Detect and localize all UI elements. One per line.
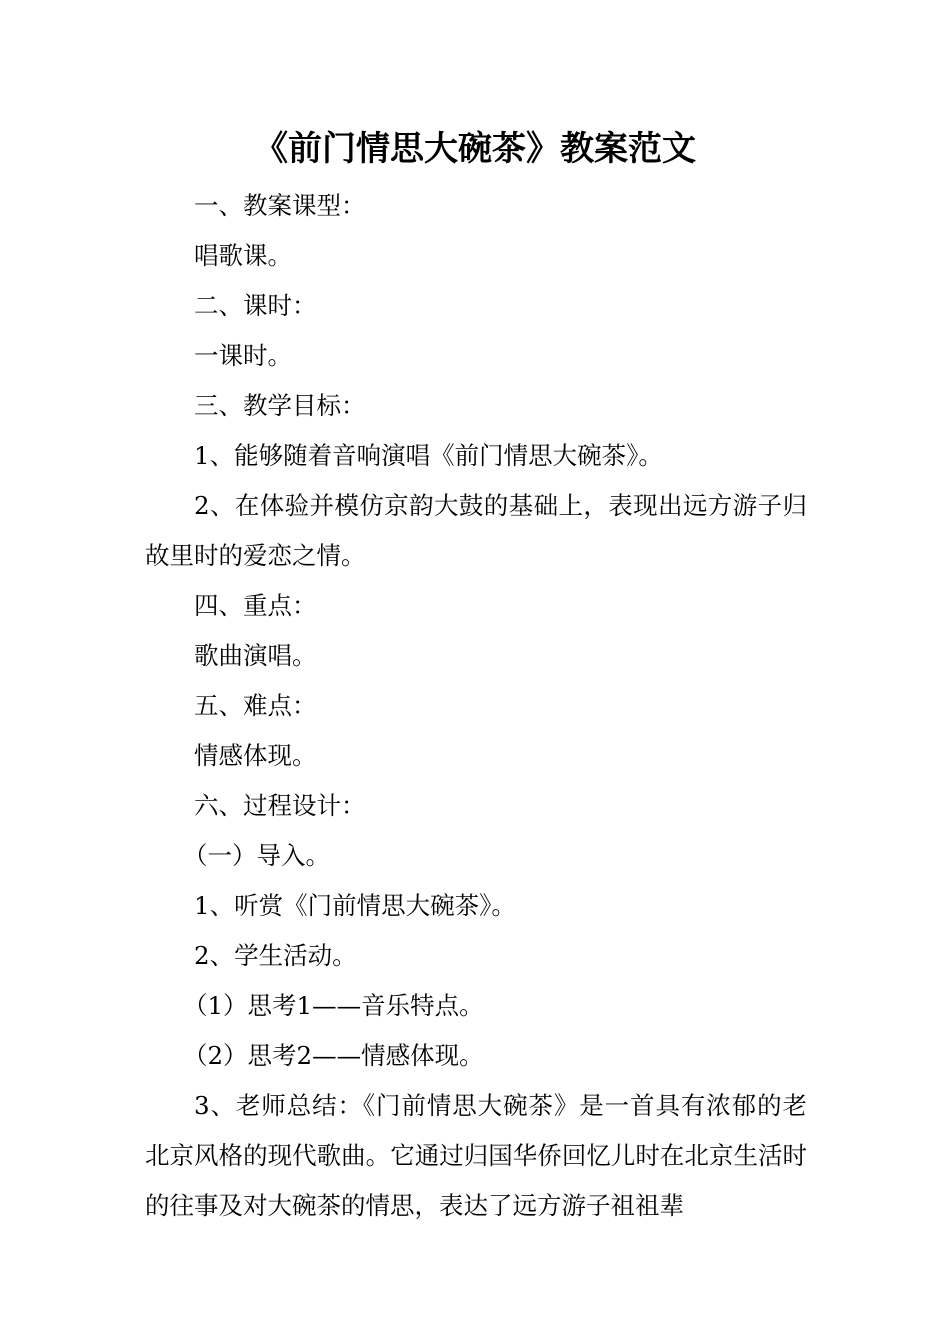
document-title: 《前门情思大碗茶》教案范文 xyxy=(254,129,696,169)
paragraph-key-point: 歌曲演唱。 xyxy=(194,641,317,670)
paragraph-key-point-heading: 四、重点： xyxy=(194,591,317,620)
paragraph-think-1: （1）思考1——音乐特点。 xyxy=(182,991,484,1020)
paragraph-think-2: （2）思考2——情感体现。 xyxy=(182,1041,484,1070)
paragraph-lesson-type-heading: 一、教案课型： xyxy=(194,191,366,220)
paragraph-process-heading: 六、过程设计： xyxy=(194,791,366,820)
paragraph-lesson-type: 唱歌课。 xyxy=(194,241,292,270)
paragraph-step-1: 1、听赏《门前情思大碗茶》。 xyxy=(194,891,516,920)
paragraph-step-3: 3、老师总结：《门前情思大碗茶》是一首具有浓郁的老北京风格的现代歌曲。它通过归国华侨回忆儿时在北京生活时的往事及对大碗茶的情思，表达了远方游子祖祖辈 xyxy=(145,1091,807,1220)
paragraph-difficulty: 情感体现。 xyxy=(194,741,317,770)
paragraph-objectives-heading: 三、教学目标： xyxy=(194,391,366,420)
document-body xyxy=(145,181,807,1231)
paragraph-class-hours: 一课时。 xyxy=(194,341,292,370)
paragraph-intro-heading: （一）导入。 xyxy=(182,841,330,870)
paragraph-objective-2: 2、在体验并模仿京韵大鼓的基础上，表现出远方游子归故里时的爱恋之情。 xyxy=(145,491,807,570)
paragraph-difficulty-heading: 五、难点： xyxy=(194,691,317,720)
paragraph-objective-1: 1、能够随着音响演唱《前门情思大碗茶》。 xyxy=(194,441,663,470)
paragraph-class-hours-heading: 二、课时： xyxy=(194,291,317,320)
paragraph-step-2: 2、学生活动。 xyxy=(194,941,357,970)
